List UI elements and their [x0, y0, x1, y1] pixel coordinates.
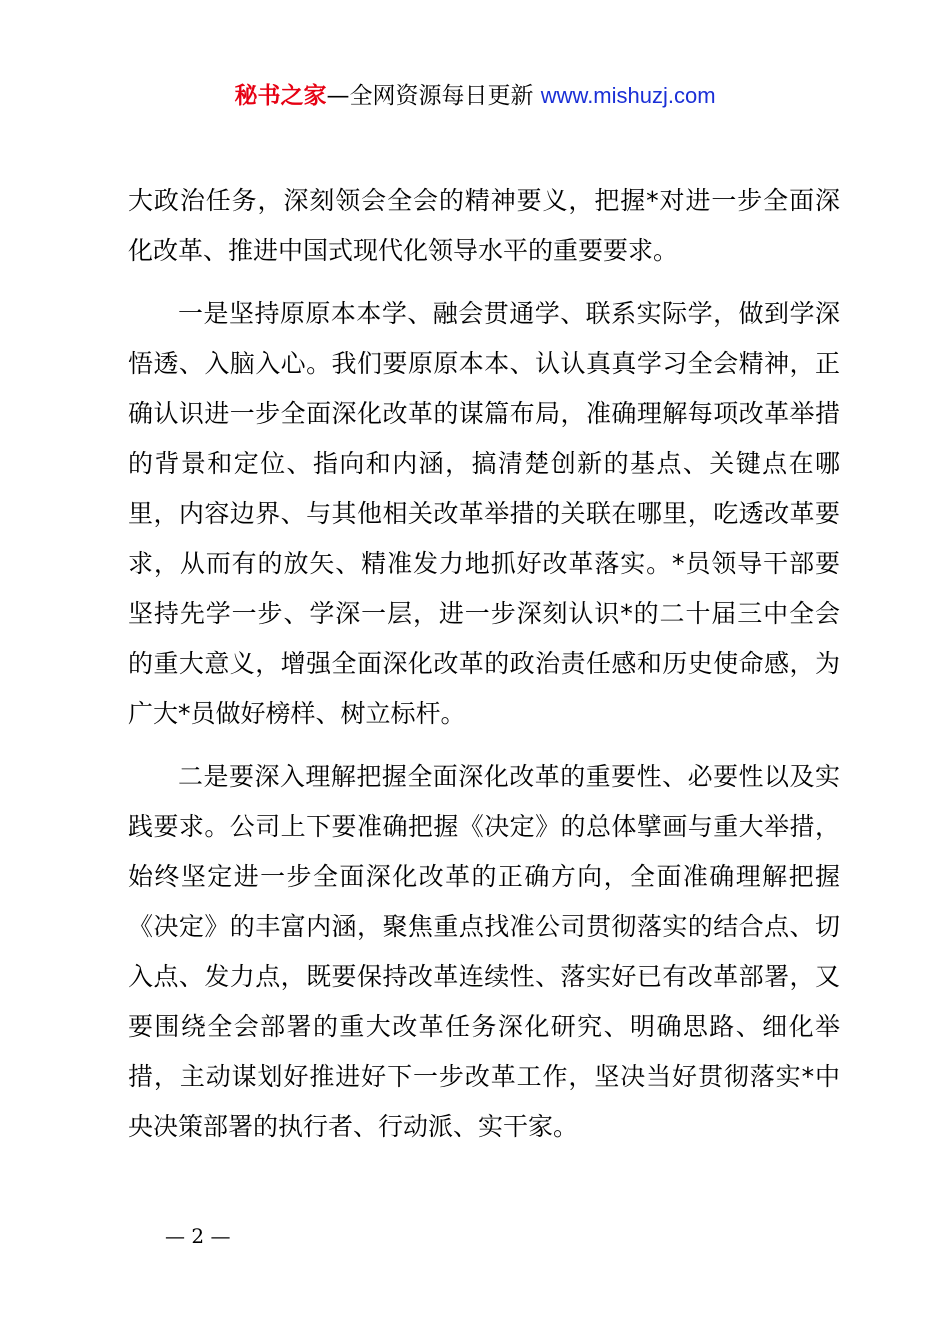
site-header	[0, 80, 950, 112]
paragraph-continuation: 大政治任务，深刻领会全会的精神要义，把握*对进一步全面深化改革、推进中国式现代化领导水平的重要要求。	[128, 186, 840, 265]
header-slogan: —全网资源每日更新	[326, 83, 541, 109]
page-number: — 2 —	[165, 1224, 231, 1248]
paragraph-point-one: 一是坚持原原本本学、融会贯通学、联系实际学，做到学深悟透、入脑入心。我们要原原本本、认认真真学习全会精神，正确认识进一步全面深化改革的谋篇布局，准确理解每项改革举措的背景和定位、指向和内涵，搞清楚创新的基点、关键点在哪里，内容边界、与其他相关改革举措的关联在哪里，吃透改革要求，从而有的放矢、精准发力地抓好改革落实。*员领导干部要坚持先学一步、学深一层，进一步深刻认识*的二十届三中全会的重大意义，增强全面深化改革的政治责任感和历史使命感，为广大*员做好榜样、树立标杆。	[128, 299, 840, 728]
document-body	[128, 176, 840, 1152]
brand-name: 秘书之家	[234, 83, 327, 109]
site-url-link[interactable]: www.mishuzj.com	[540, 83, 716, 108]
paragraph-point-two: 二是要深入理解把握全面深化改革的重要性、必要性以及实践要求。公司上下要准确把握《决定》的总体擘画与重大举措，始终坚定进一步全面深化改革的正确方向，全面准确理解把握《决定》的丰富内涵，聚焦重点找准公司贯彻落实的结合点、切入点、发力点，既要保持改革连续性、落实好已有改革部署，又要围绕全会部署的重大改革任务深化研究、明确思路、细化举措，主动谋划好推进好下一步改革工作，坚决当好贯彻落实*中央决策部署的执行者、行动派、实干家。	[128, 762, 840, 1141]
